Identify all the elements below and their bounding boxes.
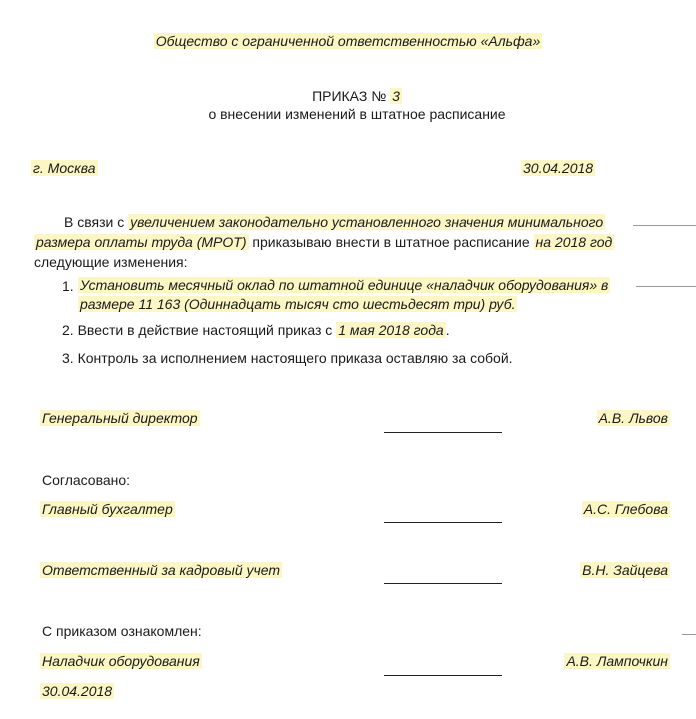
order-date: 30.04.2018 [523,160,594,176]
intro-text-3: следующие изменения: [34,254,188,270]
acquainted-label: С приказом ознакомлен: [42,623,202,639]
margin-rule-2 [636,286,696,287]
agreed-label: Согласовано: [42,472,131,488]
item-2-text: Ввести в действие настоящий приказ с [77,322,337,338]
item-1-number: 1. [62,278,74,294]
accountant-name: А.С. Глебова [583,501,668,517]
order-title [0,87,696,105]
intro-text-2: приказываю внести в штатное расписание [248,234,534,250]
item-3 [62,349,513,367]
accountant-signature-line [384,522,502,523]
intro-text-1: В связи с [64,214,129,230]
item-2-date: 1 мая 2018 года [338,322,444,338]
margin-rule-1 [633,225,696,226]
item-2-number: 2. [62,322,74,338]
item-2 [62,321,450,339]
item-1-text: Установить месячный оклад по штатной единице «наладчик оборудования» в размере 11 163 (Одиннадцать тысяч сто шестьдесят три) руб. [80,277,609,312]
order-number: 3 [392,88,400,104]
order-subtitle: о внесении изменений в штатное расписание [208,106,506,122]
director-name: А.В. Львов [598,410,668,426]
intro-paragraph [34,212,626,272]
intro-highlight-mrot: увеличением законодательно установленного значения минимального размера оплаты труда (МРОТ) [36,214,604,250]
accountant-title: Главный бухгалтер [42,501,173,517]
employee-title: Наладчик оборудования [42,653,200,669]
hr-title: Ответственный за кадровый учет [42,562,281,578]
intro-highlight-year: на 2018 год [535,234,613,250]
hr-name: В.Н. Зайцева [582,562,668,578]
item-2-end: . [445,322,450,338]
order-title-prefix: ПРИКАЗ № [312,88,387,104]
item-3-text: Контроль за исполнением настоящего приказа оставляю за собой. [77,350,513,366]
city: г. Москва [33,160,96,176]
employee-date: 30.04.2018 [42,683,113,699]
company-name: Общество с ограниченной ответственностью «Альфа» [155,33,541,49]
hr-signature-line [384,583,502,584]
employee-signature-line [384,675,502,676]
margin-rule-3 [682,634,696,635]
employee-name: А.В. Лампочкин [566,653,668,669]
director-title: Генеральный директор [42,410,198,426]
director-signature-line [384,432,502,433]
item-3-number: 3. [62,350,74,366]
